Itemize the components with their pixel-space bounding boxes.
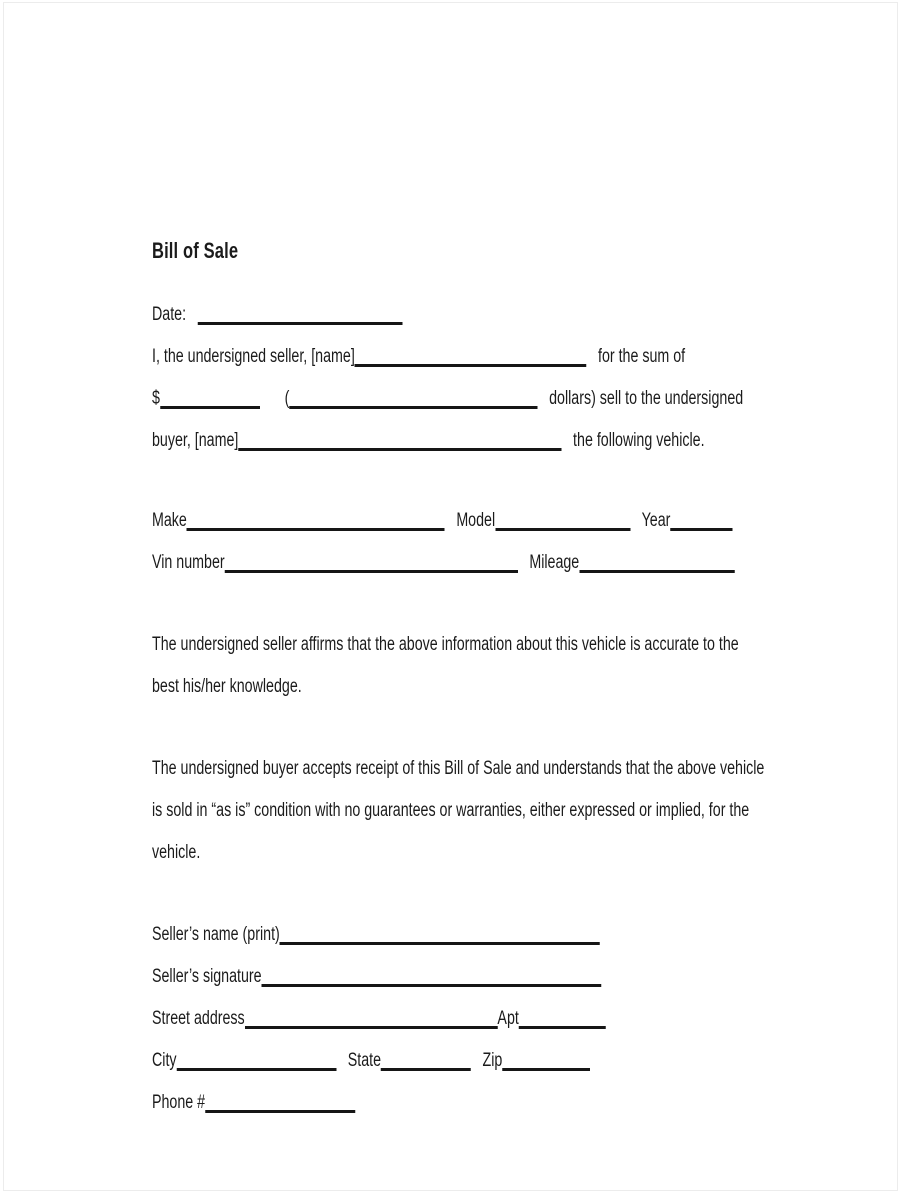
date-field-line[interactable] — [198, 303, 403, 325]
seller-signature-label: Seller’s signature — [152, 966, 262, 987]
seller-print-name-row — [152, 914, 895, 956]
amount-row — [152, 378, 895, 420]
phone-field-line[interactable] — [205, 1091, 355, 1113]
seller-print-name-label: Seller’s name (print) — [152, 924, 280, 945]
amount-words-field-line[interactable] — [289, 387, 537, 409]
vin-field-line[interactable] — [225, 551, 518, 573]
street-address-field-line[interactable] — [245, 1007, 498, 1029]
make-model-year-row — [152, 500, 895, 542]
year-label: Year — [641, 510, 671, 531]
make-label: Make — [152, 510, 187, 531]
amount-row-suffix: dollars) sell to the undersigned — [549, 388, 744, 409]
buyer-statement-suffix: the following vehicle. — [573, 430, 705, 451]
apt-label: Apt — [497, 1008, 519, 1029]
buyer-statement-prefix: buyer, [name] — [152, 430, 239, 451]
vin-label: Vin number — [152, 552, 225, 573]
seller-name-field-line[interactable] — [355, 345, 587, 367]
page-title: Bill of Sale — [152, 238, 239, 263]
buyer-acknowledgment-line-1: The undersigned buyer accepts receipt of this Bill of Sale and understands that the above vehicle — [152, 758, 765, 779]
document-content — [152, 236, 895, 1124]
zip-label: Zip — [482, 1050, 503, 1071]
state-label: State — [347, 1050, 382, 1071]
state-field-line[interactable] — [381, 1049, 471, 1071]
phone-label: Phone # — [152, 1092, 206, 1113]
buyer-acknowledgment-line-2: is sold in “as is” condition with no guarantees or warranties, either expressed or implied, for the — [152, 800, 750, 821]
seller-statement-row — [152, 336, 895, 378]
street-address-row — [152, 998, 895, 1040]
mileage-label: Mileage — [529, 552, 580, 573]
city-state-zip-row — [152, 1040, 895, 1082]
dollar-sign-label: $ — [152, 388, 160, 409]
buyer-acknowledgment-paragraph — [152, 748, 895, 874]
seller-statement-prefix: I, the undersigned seller, [name] — [152, 346, 355, 367]
buyer-acknowledgment-line-3: vehicle. — [152, 842, 201, 863]
make-field-line[interactable] — [187, 509, 445, 531]
zip-field-line[interactable] — [502, 1049, 590, 1071]
model-label: Model — [456, 510, 496, 531]
seller-statement-suffix: for the sum of — [598, 346, 686, 367]
seller-print-name-field-line[interactable] — [280, 923, 600, 945]
city-label: City — [152, 1050, 177, 1071]
date-row — [152, 294, 895, 336]
open-paren-label: ( — [284, 388, 290, 409]
amount-numeric-field-line[interactable] — [160, 387, 260, 409]
street-address-label: Street address — [152, 1008, 245, 1029]
seller-affirmation-line-1: The undersigned seller affirms that the above information about this vehicle is accurate to the — [152, 634, 739, 655]
vin-mileage-row — [152, 542, 895, 584]
city-field-line[interactable] — [177, 1049, 337, 1071]
year-field-line[interactable] — [670, 509, 732, 531]
seller-details-section — [152, 914, 895, 1124]
buyer-statement-row — [152, 420, 895, 462]
seller-affirmation-paragraph — [152, 624, 895, 708]
date-label: Date: — [152, 304, 187, 325]
phone-row — [152, 1082, 895, 1124]
model-field-line[interactable] — [495, 509, 630, 531]
apt-field-line[interactable] — [519, 1007, 606, 1029]
seller-signature-row — [152, 956, 895, 998]
seller-signature-field-line[interactable] — [262, 965, 602, 987]
seller-affirmation-line-2: best his/her knowledge. — [152, 676, 302, 697]
buyer-name-field-line[interactable] — [238, 429, 561, 451]
mileage-field-line[interactable] — [579, 551, 734, 573]
